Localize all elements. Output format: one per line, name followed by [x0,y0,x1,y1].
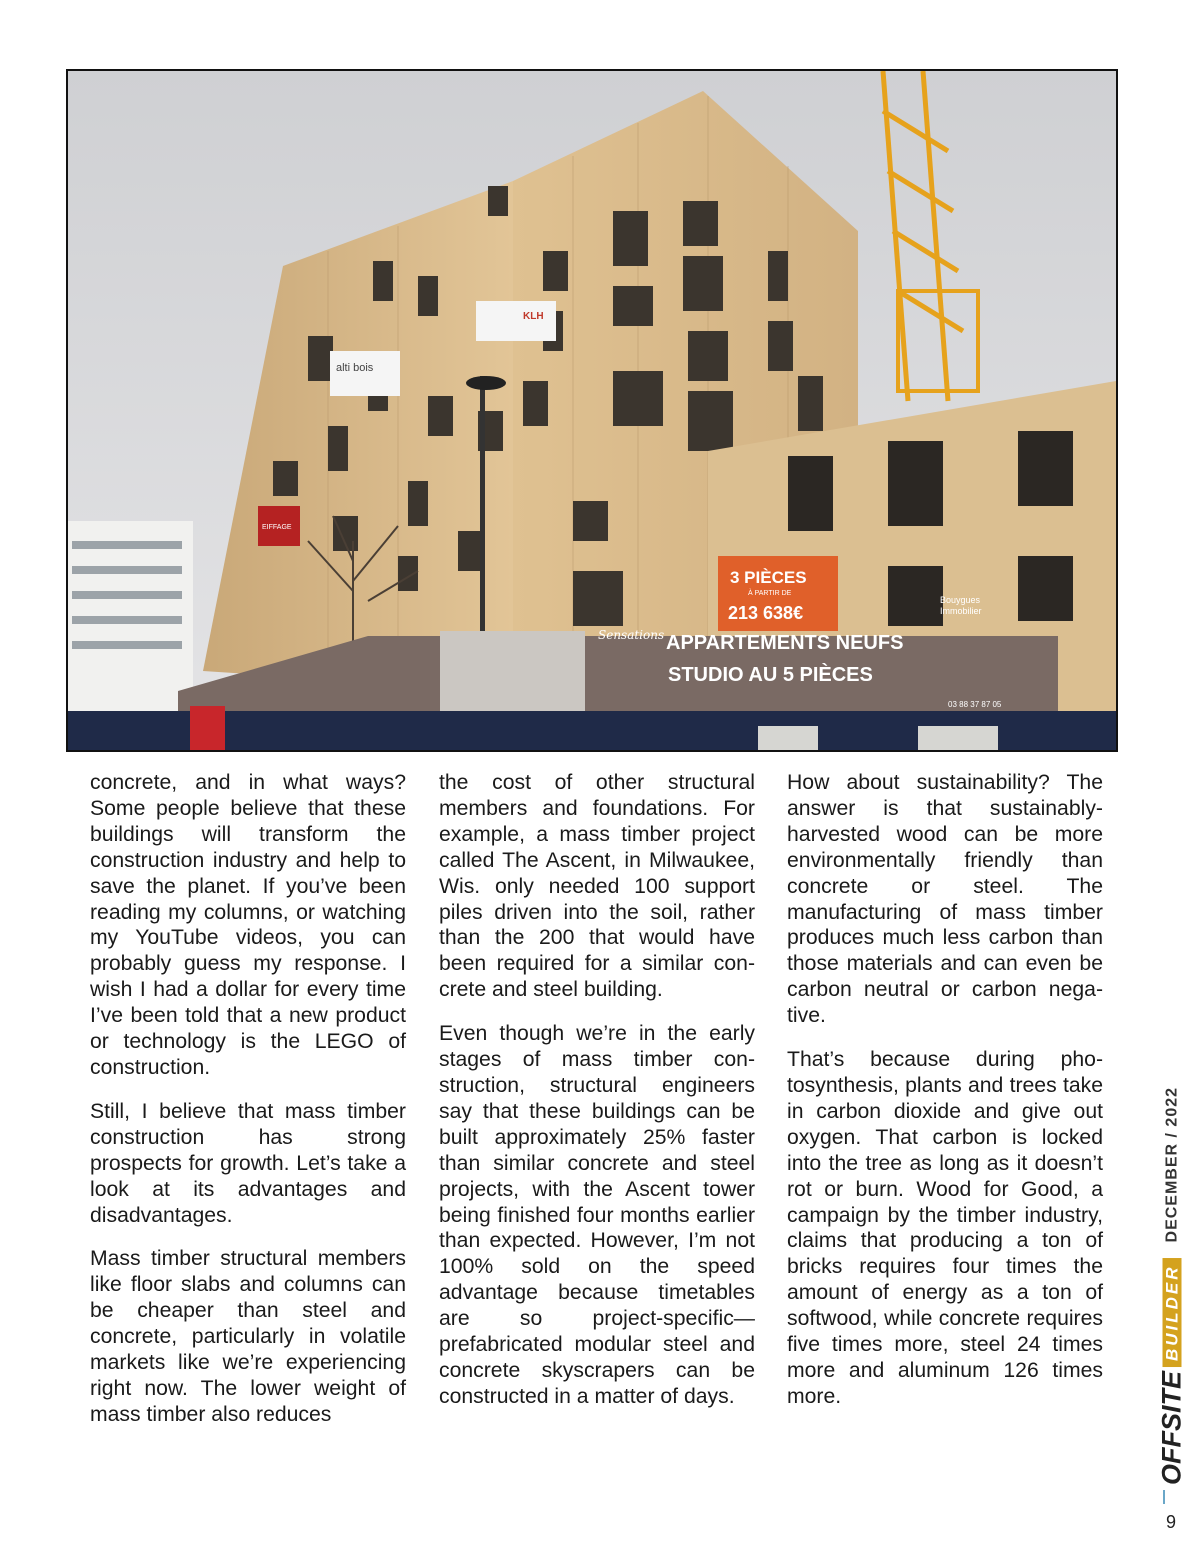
col1-paragraph-1: concrete, and in what ways? Some people believe that these buildings will transform the construction industry and help to save the planet. If you’ve been reading my columns, or watching my YouTube videos, you can probably guess my response. I wish I had a dollar for every time I’ve been told that a new product or technology is the LEGO of construction. [90,771,406,1079]
issue-date: DECEMBER / 2022 [1163,1086,1181,1243]
developer-name-2: Immobilier [940,606,982,616]
price-sign-from: À PARTIR DE [748,590,792,597]
col2-paragraph-1: the cost of other structural members and foundations. For example, a mass timber project called The Ascent, in Milwaukee, Wis. only needed 100 support piles driven into the soil, rather than the 200 that would have been required for a similar concrete and steel building. [439,771,755,1002]
eiffage-banner-text: EIFFAGE [262,524,292,531]
article-column-2 [439,770,755,1428]
hoarding-studio-text: STUDIO AU 5 PIÈCES [668,664,873,686]
article-column-3 [787,770,1103,1428]
price-sign-pieces: 3 PIÈCES [730,568,807,587]
utility-box-2 [918,726,998,750]
price-sign-price: 213 638€ [728,603,804,623]
utility-box [758,726,818,750]
red-cabinet [190,706,225,750]
left-apartment-block [68,521,193,721]
col1-paragraph-2: Still, I believe that mass timber construction has strong prospects for growth. Let’s take a look at its advantages and disadvantages. [90,1099,406,1227]
photo-illustration [68,71,1116,750]
footer-rule [1163,1490,1165,1504]
building-photo [66,69,1118,752]
magazine-footer-vertical [1157,1087,1188,1485]
col1-paragraph-3: Mass timber structural members like floor slabs and columns can be cheaper than steel and concrete, particularly in volatile markets like we’re experiencing right now. The lower weight of mass timber also reduces [90,1247,406,1426]
col2-paragraph-2: Even though we’re in the early stages of mass timber construction, structural engineers say that these buildings can be built approximately 25% faster than similar concrete and steel projects, with the Ascent tower being finished four months earlier than expected. However, I’m not 100% sold on the speed advantage because timetables are so project-specific—prefabricated modular steel and concrete skyscrapers can be constructed in a matter of days. [439,1022,755,1408]
hoarding-apartments-text: APPARTEMENTS NEUFS [666,632,904,654]
hoarding-phone: 03 88 37 87 05 [948,700,1002,709]
klh-banner [476,301,556,341]
brand-builder: BUILDER [1163,1258,1182,1367]
brand-offsite: OFFSITE [1156,1371,1187,1486]
alti-bois-banner-text: alti bois [336,362,374,374]
hoarding-interior-photo [440,631,585,711]
col3-paragraph-2: That’s because during photosynthesis, plants and trees take in carbon dioxide and give out oxygen. That carbon is locked into the tree as long as it doesn’t rot or burn. Wood for Good, a campaign by the timber industry, claims that producing a ton of bricks requires four times the amount of energy as a ton of softwood, while concrete requires five times more, steel 24 times more and aluminum 126 times more. [787,1048,1103,1408]
klh-banner-text: KLH [523,311,544,322]
page-number: 9 [1166,1512,1177,1532]
hoarding-sensations-text: Sensations [598,628,665,642]
developer-name-1: Bouygues [940,595,981,605]
article-column-1 [90,770,406,1446]
col3-paragraph-1: How about sustainability? The answer is that sustainably-harvested wood can be more environmentally friendly than concrete or steel. The manufacturing of mass timber produces much less carbon than those materials and can even be carbon neutral or carbon negative. [787,771,1103,1028]
